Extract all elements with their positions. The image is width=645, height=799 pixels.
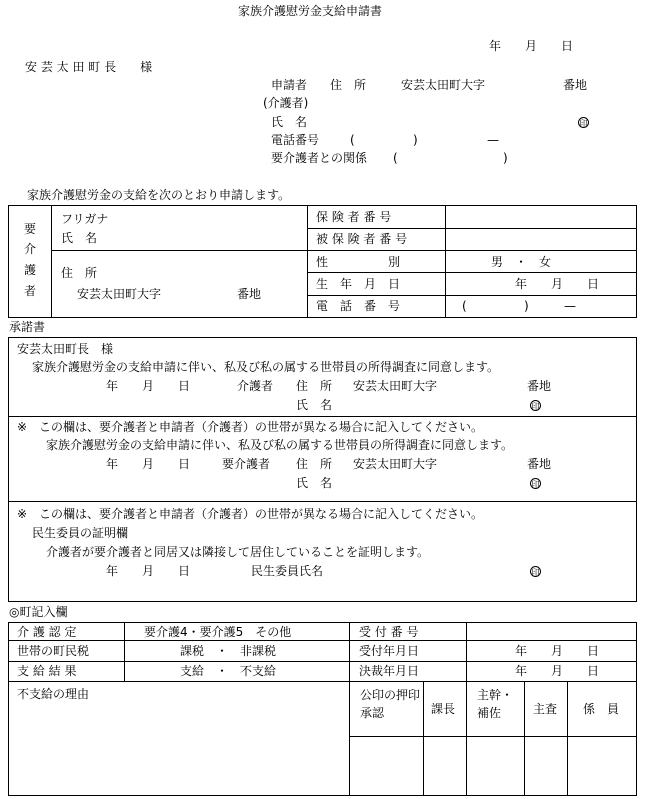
- commissioner-name-label: 民生委員氏名: [251, 564, 324, 578]
- insurer-no-label: 保 険 者 番 号: [316, 210, 392, 224]
- recipient-vertical-label-2: 介: [24, 242, 37, 256]
- office-heading: ◎町記入欄: [9, 605, 68, 619]
- commissioner-heading: 民生委員の証明欄: [32, 526, 129, 540]
- consent-addressee: 安芸太田町長 様: [17, 342, 114, 356]
- furigana-label: フリガナ: [61, 212, 109, 226]
- consent-statement: 家族介護慰労金の支給申請に伴い、私及び私の属する世帯員の所得調査に同意します。: [32, 360, 500, 374]
- consent-address-value2[interactable]: 安芸太田町大字: [353, 457, 438, 471]
- recipient-address-label: 住 所: [61, 266, 98, 280]
- intro-text: 家族介護慰労金の支給を次のとおり申請します。: [27, 188, 291, 202]
- applicant-banchi: 番地: [563, 78, 588, 92]
- recipient-vertical-label-4: 者: [24, 284, 37, 298]
- consent-date[interactable]: 年 月 日: [106, 379, 191, 393]
- consent-caregiver-label: 介護者: [237, 379, 274, 393]
- consent-heading: 承諾書: [9, 320, 46, 334]
- insured-no-label: 被 保 険 者 番 号: [316, 232, 408, 246]
- care-cert-label: 介 護 認 定: [17, 625, 77, 639]
- form-title: 家族介護慰労金支給申請書: [238, 4, 383, 18]
- commissioner-date[interactable]: 年 月 日: [106, 564, 191, 578]
- decision-date-label: 決裁年月日: [359, 664, 420, 678]
- reason-label: 不支給の理由: [17, 687, 90, 701]
- supervisor-label: 主査: [533, 702, 558, 716]
- applicant-name-label: 氏 名: [271, 115, 308, 129]
- result-value[interactable]: 支給 ・ 不支給: [180, 664, 277, 678]
- relation-label: 要介護者との関係: [271, 151, 368, 165]
- applicant-address-label: 住 所: [330, 78, 367, 92]
- consent-statement2: 家族介護慰労金の支給申請に伴い、私及び私の属する世帯員の所得調査に同意します。: [46, 438, 514, 452]
- commissioner-statement: 介護者が要介護者と同居又は隣接して居住していることを証明します。: [46, 545, 430, 559]
- applicant-phone-open: (: [350, 133, 355, 147]
- dob-value[interactable]: 年 月 日: [515, 277, 600, 291]
- stamp-label: 公印の押印承認: [360, 688, 421, 720]
- applicant-phone-dash: —: [487, 133, 499, 147]
- dob-label: 生 年 月 日: [316, 277, 401, 291]
- applicant-address-value[interactable]: 安芸太田町大字: [401, 78, 486, 92]
- consent-recipient-label: 要介護者: [222, 457, 271, 471]
- chief-label: 課長: [431, 702, 456, 716]
- applicant-phone-label: 電話番号: [271, 133, 320, 147]
- consent-name-label2: 氏 名: [296, 476, 333, 490]
- consent-address-label2: 住 所: [296, 457, 333, 471]
- addressee: 安 芸 太 田 町 長 様: [25, 60, 153, 74]
- consent-name-label: 氏 名: [296, 398, 333, 412]
- consent-banchi: 番地: [527, 379, 552, 393]
- consent-seal-icon: 印: [531, 402, 540, 411]
- tax-value[interactable]: 課税 ・ 非課税: [180, 644, 277, 658]
- consent-seal-icon-2: 印: [531, 480, 540, 489]
- recipient-name-label: 氏 名: [61, 231, 98, 245]
- recipient-phone-dash: —: [564, 299, 576, 313]
- recipient-vertical-label-3: 護: [24, 263, 37, 277]
- sex-label: 性 別: [316, 255, 401, 269]
- application-date[interactable]: 年 月 日: [489, 39, 574, 53]
- care-cert-value[interactable]: 要介護4・要介護5 その他: [144, 625, 292, 639]
- sex-value[interactable]: 男 ・ 女: [491, 255, 552, 269]
- consent-banchi2: 番地: [527, 457, 552, 471]
- consent-note: ※ この欄は、要介護者と申請者（介護者）の世帯が異なる場合に記入してください。: [17, 420, 484, 434]
- caregiver-note: (介護者): [263, 96, 309, 110]
- assistant-label: 主幹・補佐: [477, 688, 514, 720]
- recipient-address-value[interactable]: 安芸太田町大字: [77, 287, 162, 301]
- relation-close: ): [503, 151, 508, 165]
- result-label: 支 給 結 果: [17, 664, 77, 678]
- commissioner-seal-icon: 印: [531, 568, 540, 577]
- consent-date2[interactable]: 年 月 日: [106, 457, 191, 471]
- recipient-vertical-label-1: 要: [24, 222, 37, 236]
- decision-date-value[interactable]: 年 月 日: [515, 664, 600, 678]
- consent-address-value[interactable]: 安芸太田町大字: [353, 379, 438, 393]
- applicant-heading: 申請者: [271, 78, 308, 92]
- recipient-phone-close: ): [524, 299, 529, 313]
- receipt-date-label: 受付年月日: [359, 644, 420, 658]
- applicant-phone-close: ): [413, 133, 418, 147]
- staff-label: 係 員: [583, 702, 620, 716]
- recipient-phone-open: (: [462, 299, 467, 313]
- relation-open: (: [393, 151, 398, 165]
- recipient-phone-label: 電 話 番 号: [316, 299, 401, 313]
- applicant-seal-icon: 印: [579, 119, 588, 128]
- recipient-banchi: 番地: [237, 287, 262, 301]
- consent-note2: ※ この欄は、要介護者と申請者（介護者）の世帯が異なる場合に記入してください。: [17, 507, 484, 521]
- receipt-date-value[interactable]: 年 月 日: [515, 644, 600, 658]
- tax-label: 世帯の町民税: [17, 644, 90, 658]
- consent-address-label: 住 所: [296, 379, 333, 393]
- receipt-no-label: 受 付 番 号: [359, 625, 419, 639]
